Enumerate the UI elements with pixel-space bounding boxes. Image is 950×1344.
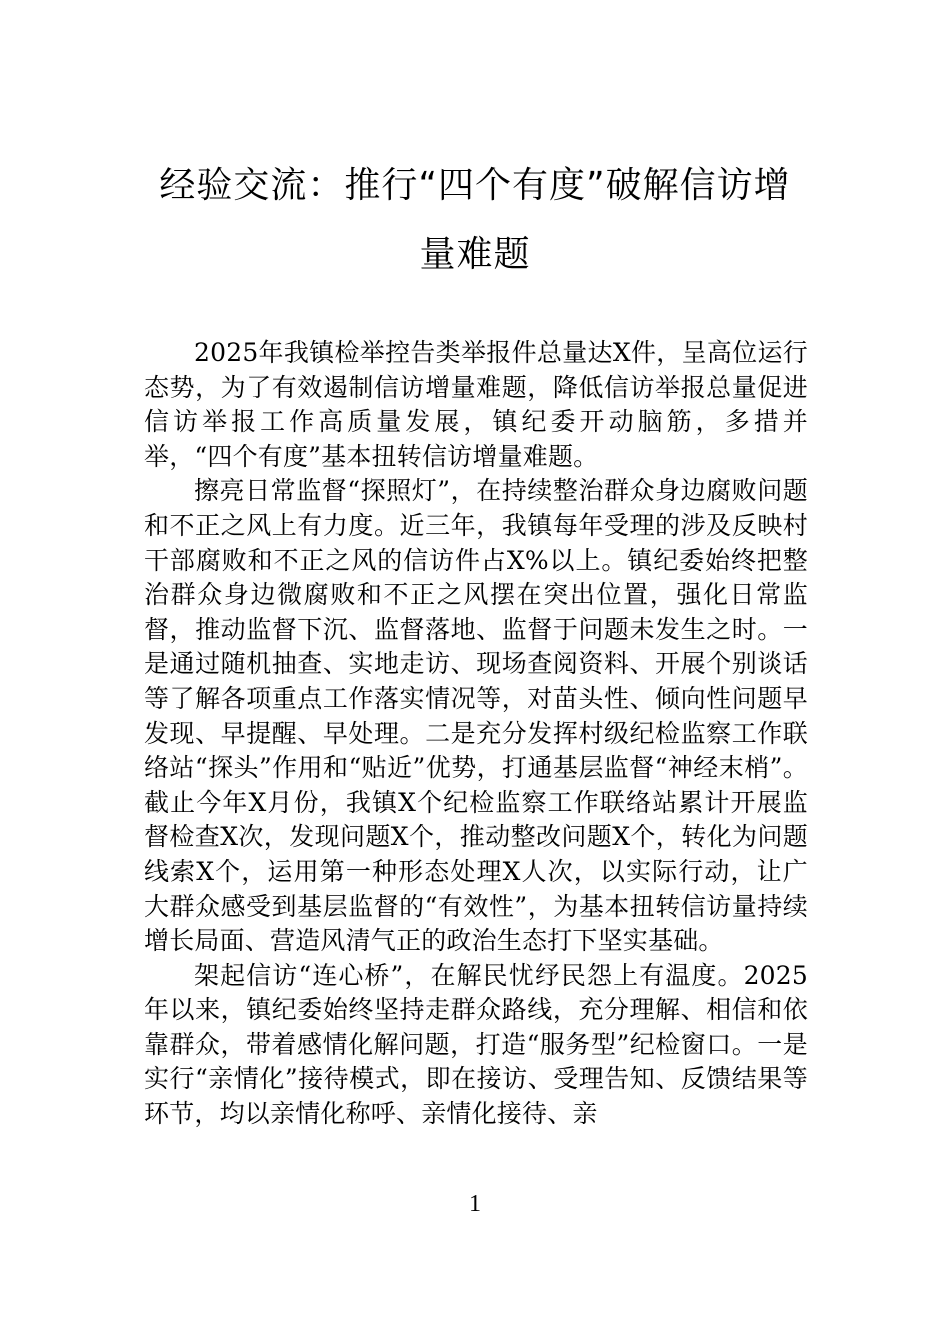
paragraph-supervision: 擦亮日常监督“探照灯”，在持续整治群众身边腐败问题和不正之风上有力度。近三年，我镇每年受理的涉及反映村干部腐败和不正之风的信访件占X%以上。镇纪委始终把整治群众身边微腐败和不正之风摆在突出位置，强化日常监督，推动监督下沉、监督落地、监督于问题未发生之时。一是通过随机抽查、实地走访、现场查阅资料、开展个别谈话等了解各项重点工作落实情况等，对苗头性、倾向性问题早发现、早提醒、早处理。二是充分发挥村级纪检监察工作联络站“探头”作用和“贴近”优势，打通基层监督“神经末梢”。截止今年X月份，我镇X个纪检监察工作联络站累计开展监督检查X次，发现问题X个，推动整改问题X个，转化为问题线索X个，运用第一种形态处理X人次，以实际行动，让广大群众感受到基层监督的“有效性”，为基本扭转信访量持续增长局面、营造风清气正的政治生态打下坚实基础。	[144, 476, 808, 956]
document-title	[140, 164, 810, 276]
title-line-1: 经验交流：推行“四个有度”破解信访增	[159, 165, 791, 206]
paragraph-petition-bridge: 架起信访“连心桥”，在解民忧纾民怨上有温度。2025年以来，镇纪委始终坚持走群众路线，充分理解、相信和依靠群众，带着感情化解问题，打造“服务型”纪检窗口。一是实行“亲情化”接待模式，即在接访、受理告知、反馈结果等环节，均以亲情化称呼、亲情化接待、亲	[144, 960, 808, 1129]
document-body	[144, 336, 808, 1132]
page-number: 1	[469, 1191, 481, 1217]
paragraph-intro: 2025年我镇检举控告类举报件总量达X件，呈高位运行态势，为了有效遏制信访增量难题，降低信访举报总量促进信访举报工作高质量发展，镇纪委开动脑筋，多措并举，“四个有度”基本扭转信访增量难题。	[144, 338, 808, 471]
title-line-2: 量难题	[419, 234, 531, 275]
